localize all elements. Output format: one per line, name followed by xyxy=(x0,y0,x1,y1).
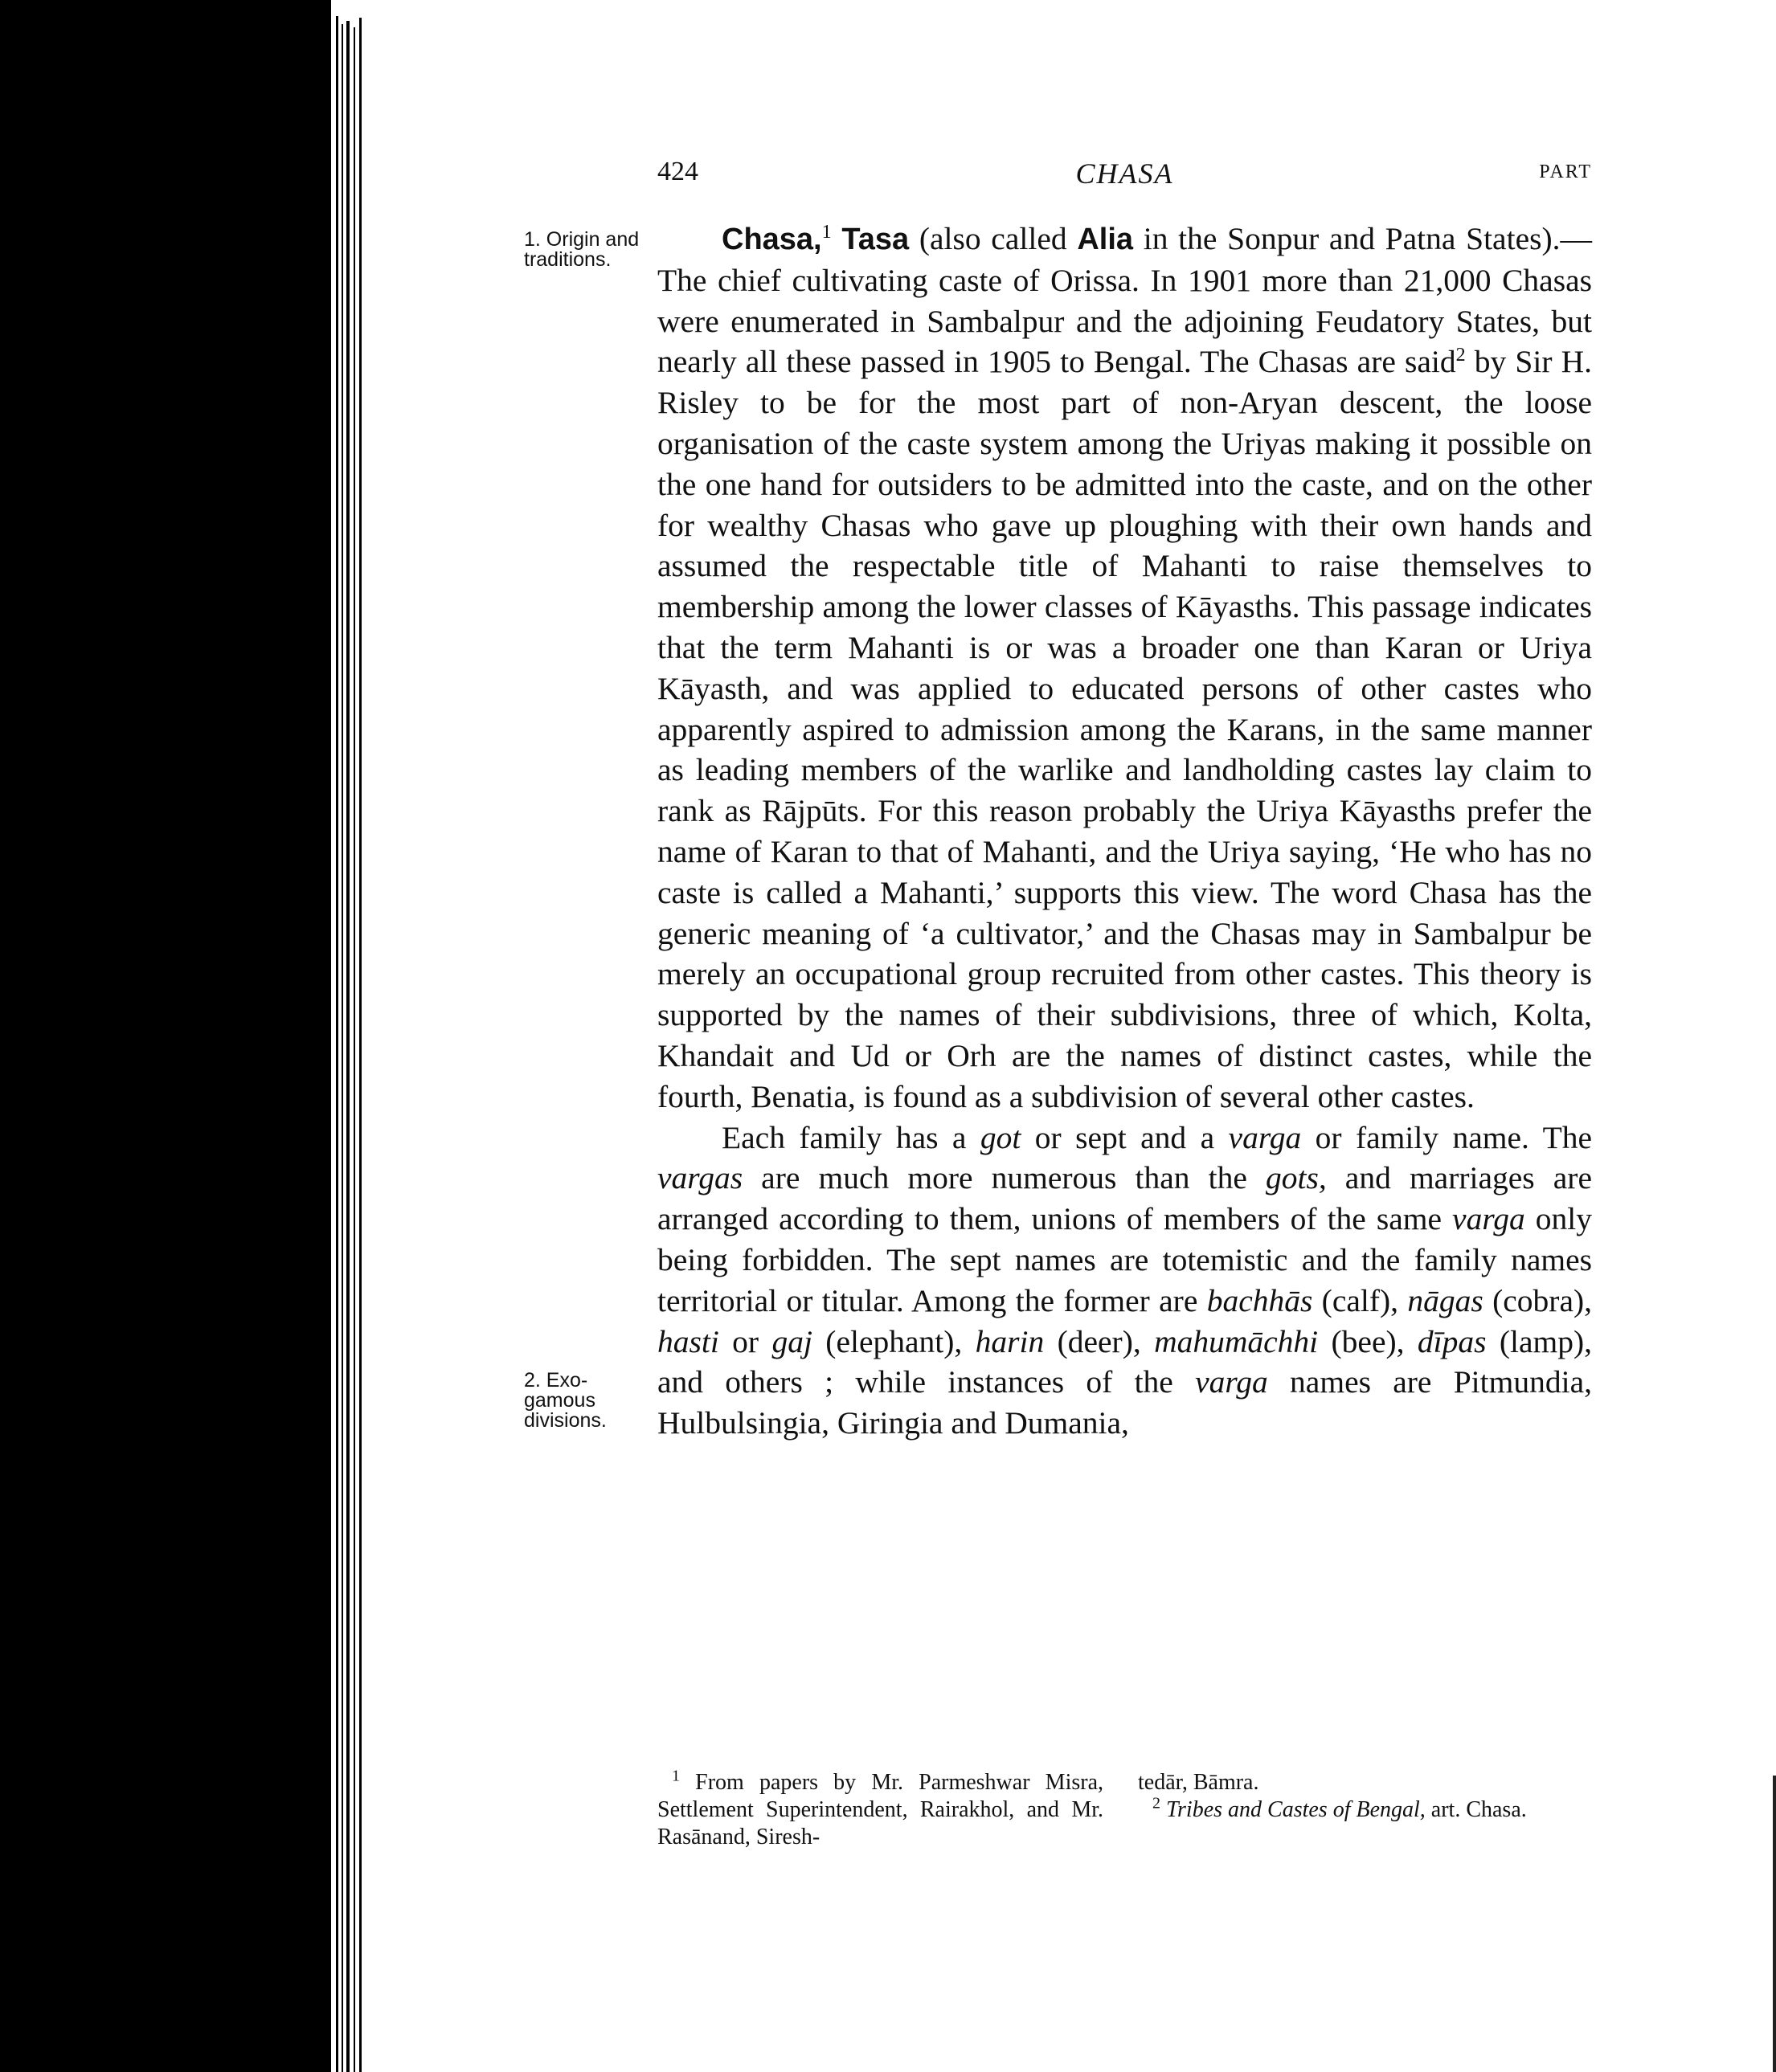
running-title: CHASA xyxy=(1075,157,1174,190)
footnote-column-2 xyxy=(1138,1769,1584,1824)
body-span: (cobra), xyxy=(1483,1282,1593,1318)
term: bachhās xyxy=(1206,1282,1313,1318)
term: got xyxy=(980,1119,1021,1155)
page-number: 424 xyxy=(657,157,698,186)
body-span: (lamp), and others ; while instances of the xyxy=(657,1323,1593,1400)
term: gots, xyxy=(1265,1160,1327,1196)
footnote-2-title: Tribes and Castes of Bengal, xyxy=(1166,1797,1426,1822)
body-span: (also called xyxy=(909,221,1078,256)
side-note-origin: 1. Origin and traditions. xyxy=(524,228,640,271)
running-head xyxy=(657,157,1592,197)
body-span: only being forbidden. The sept names are totemistic and the family names territorial or titular. Among the former are xyxy=(657,1201,1592,1318)
alias-name: Alia xyxy=(1077,223,1134,256)
footnote-1 xyxy=(657,1769,1103,1851)
footnote-1-continuation: tedār, Bāmra. xyxy=(1138,1770,1259,1795)
body-span: or family name. The xyxy=(1301,1119,1592,1155)
alt-caste-name: Tasa xyxy=(841,223,910,256)
term: vargas xyxy=(657,1160,743,1196)
footnote-ref-1: 1 xyxy=(821,221,832,243)
footnote-1-text: From papers by Mr. Parmeshwar Misra, Settlement Superintendent, Rairakhol, and Mr. Rasānand, Siresh- xyxy=(657,1770,1103,1849)
term: mahumāchhi xyxy=(1154,1323,1319,1359)
binding-line xyxy=(342,24,343,2072)
body-span: and marriages are arranged according to them, unions of members of the same xyxy=(657,1160,1592,1237)
body-span: are much more numerous than the xyxy=(743,1160,1266,1196)
body-span: (elephant), xyxy=(812,1323,976,1359)
term: hasti xyxy=(657,1323,719,1359)
term: nāgas xyxy=(1407,1282,1483,1318)
binding-line xyxy=(354,27,355,2072)
paragraph-exogamy xyxy=(657,1118,1592,1444)
body-span: names are Pitmundia, Hulbulsingia, Giringia and Dumania, xyxy=(657,1364,1592,1441)
body-span: in the Sonpur and Patna States).—The chief cultivating caste of Orissa. In 1901 more than 21,000 Chasas were enumerated in Sambalpur and the adjoining Feudatory States, but nearly all these passed in 1905 to Bengal. The Chasas are said xyxy=(657,221,1592,380)
body-span: (calf), xyxy=(1312,1282,1408,1318)
footnote-2-marker: 2 xyxy=(1152,1794,1160,1812)
term: varga xyxy=(1195,1364,1268,1400)
footnote-1-marker: 1 xyxy=(672,1767,680,1785)
binding-edge xyxy=(0,0,331,2072)
binding-line xyxy=(336,16,338,2072)
body-span: or sept and a xyxy=(1021,1119,1229,1155)
term: varga xyxy=(1228,1119,1302,1155)
side-note-exogamous: 2. Exo-gamous divisions. xyxy=(524,1369,607,1432)
body-span: Each family has a xyxy=(722,1119,980,1155)
binding-line xyxy=(346,21,350,2072)
term: varga xyxy=(1452,1201,1525,1237)
body-span: by Sir H. Risley to be for the most part of non-Aryan descent, the loose organisation of the caste system among the Uriyas making it possible on the one hand for outsiders to be admitted into the caste, and on the other for wealthy Chasas who gave up ploughing with their own hands and assumed the respectable title of Mahanti to raise themselves to membership among the lower classes of Kāyasths. This passage indicates that the term Mahanti is or was a broader one than Karan or Uriya Kāyasth, and was applied to educated persons of other castes who apparently aspired to admission among the Karans, in the same manner as leading members of the warlike and landholding castes lay claim to rank as Rājpūts. For this reason probably the Uriya Kāyasths prefer the name of Karan to that of Mahanti, and the Uriya saying, ‘He who has no caste is called a Mahanti,’ supports this view. The word Chasa has the generic meaning of ‘a cultivator,’ and the Chasas may in Sambalpur be merely an occupational group recruited from other castes. This theory is supported by the names of their subdivisions, three of which, Kolta, Khandait and Ud or Orh are the names of distinct castes, while the fourth, Benatia, is found as a subdivision of several other castes. xyxy=(657,344,1593,1114)
binding-line xyxy=(359,18,362,2072)
term: gaj xyxy=(771,1323,812,1359)
body-span: (deer), xyxy=(1044,1323,1155,1359)
term: dīpas xyxy=(1417,1323,1487,1359)
footnote-ref-2: 2 xyxy=(1455,345,1466,366)
paragraph-origin xyxy=(657,219,1592,1118)
caste-name: Chasa, xyxy=(722,223,822,256)
page-edge-mark xyxy=(1773,1776,1776,2072)
body-span: (bee), xyxy=(1318,1323,1418,1359)
term: harin xyxy=(975,1323,1045,1359)
part-label: PART xyxy=(1539,161,1592,182)
body-text xyxy=(657,219,1592,1444)
footnote-2-text: art. Chasa. xyxy=(1425,1797,1527,1822)
body-span: or xyxy=(718,1323,772,1359)
